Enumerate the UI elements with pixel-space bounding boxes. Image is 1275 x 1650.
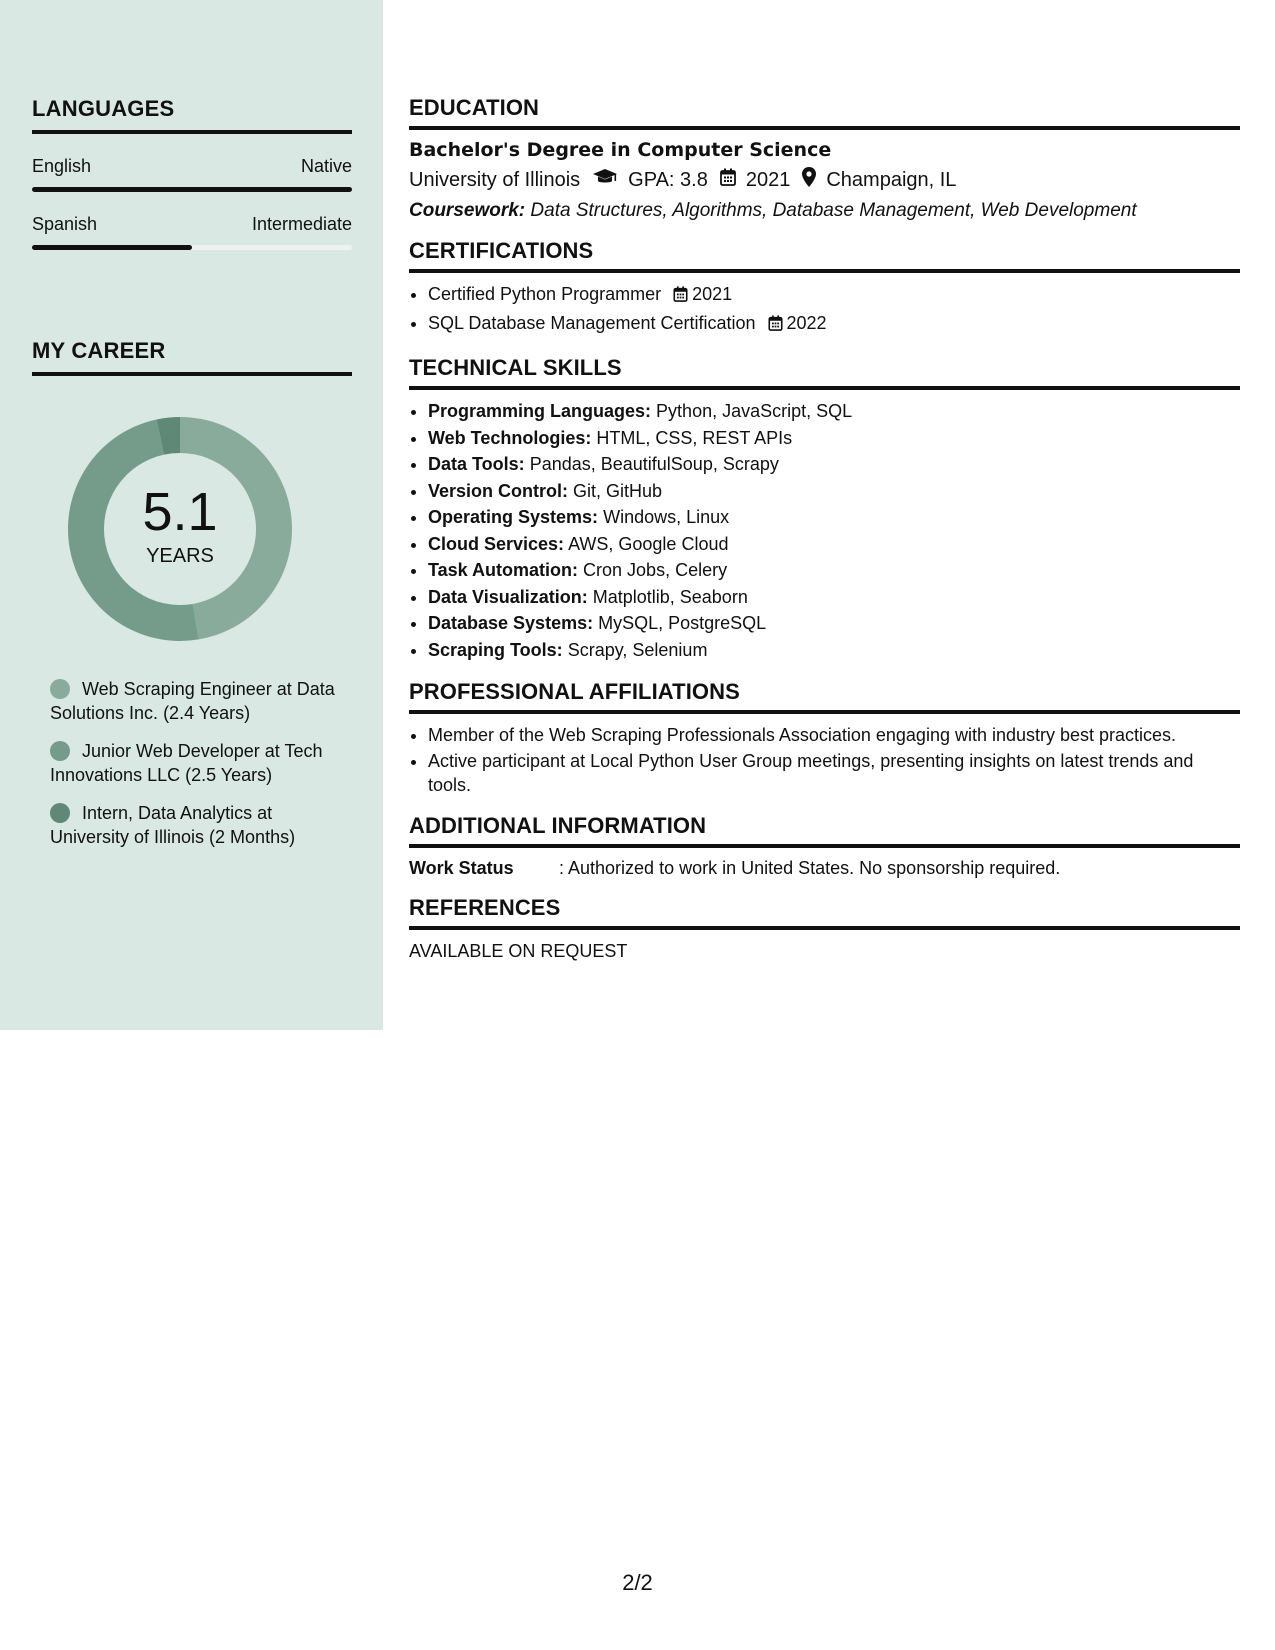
skill-label: Programming Languages: <box>428 401 652 421</box>
skill-item <box>428 557 1240 584</box>
work-status-row <box>409 858 1240 879</box>
career-legend-text: Web Scraping Engineer at Data Solutions Inc. (2.4 Years) <box>50 679 335 723</box>
skill-item <box>428 451 1240 478</box>
skill-value: Scrapy, Selenium <box>567 639 708 660</box>
graduation-year: 2021 <box>745 168 791 191</box>
skill-label: Cloud Services: <box>428 533 565 554</box>
graduation-cap-icon <box>592 168 618 192</box>
coursework-label: Coursework: <box>409 200 526 221</box>
language-name: Spanish <box>32 214 98 234</box>
career-legend <box>50 677 350 863</box>
skill-item <box>428 531 1240 558</box>
skills-list <box>409 398 1240 663</box>
skill-label: Database Systems: <box>428 613 594 633</box>
work-status-value: : Authorized to work in United States. No sponsorship required. <box>559 857 1061 878</box>
sidebar <box>0 0 383 1030</box>
coursework-list: Data Structures, Algorithms, Database Management, Web Development <box>530 200 1137 221</box>
university-name: University of Illinois <box>409 168 581 191</box>
language-proficiency-bar <box>32 245 352 250</box>
education-title: EDUCATION <box>409 95 1240 130</box>
calendar-icon <box>673 283 688 310</box>
certifications-title: CERTIFICATIONS <box>409 238 1240 273</box>
education-location: Champaign, IL <box>826 168 957 191</box>
affiliation-item: • Member of the Web Scraping Professionals Association engaging with industry best practices. <box>428 722 1240 749</box>
legend-dot-icon <box>50 679 70 699</box>
legend-dot-icon <box>50 741 70 761</box>
language-name: English <box>32 156 92 176</box>
skill-label: Data Tools: <box>428 454 525 474</box>
certification-item <box>428 310 1240 339</box>
languages-title: LANGUAGES <box>32 96 352 134</box>
languages-section <box>32 96 352 250</box>
skill-item <box>428 398 1240 425</box>
language-proficiency-fill <box>32 245 192 250</box>
affiliation-item: • Active participant at Local Python User Group meetings, presenting insights on latest trends and tools. <box>428 749 1240 797</box>
skill-label: Task Automation: <box>428 560 579 580</box>
location-pin-icon <box>802 167 816 193</box>
skill-item <box>428 584 1240 611</box>
references-title: REFERENCES <box>409 895 1240 930</box>
skill-item <box>428 425 1240 452</box>
skill-label: Web Technologies: <box>428 427 592 448</box>
calendar-icon <box>720 168 736 192</box>
certifications-list <box>409 281 1240 339</box>
skill-label: Data Visualization: <box>428 586 588 607</box>
certification-year: 2021 <box>692 284 733 304</box>
career-total-years: 5.1 <box>142 481 218 542</box>
language-proficiency-bar <box>32 187 352 192</box>
skill-value: Matplotlib, Seaborn <box>592 586 748 607</box>
additional-info-title: ADDITIONAL INFORMATION <box>409 813 1240 848</box>
skill-value: Python, JavaScript, SQL <box>656 401 853 421</box>
skill-value: Cron Jobs, Celery <box>583 560 728 580</box>
career-legend-item <box>50 677 350 725</box>
technical-skills-title: TECHNICAL SKILLS <box>409 355 1240 390</box>
certification-name: Certified Python Programmer <box>428 284 662 304</box>
language-item <box>32 214 352 250</box>
language-item <box>32 156 352 192</box>
education-details <box>409 167 1240 193</box>
skill-value: Pandas, BeautifulSoup, Scrapy <box>529 454 779 474</box>
career-legend-item <box>50 801 350 849</box>
skill-item <box>428 637 1240 664</box>
language-proficiency-fill <box>32 187 352 192</box>
skill-label: Version Control: <box>428 480 569 501</box>
career-legend-text: Junior Web Developer at Tech Innovations LLC (2.5 Years) <box>50 741 323 785</box>
page-number: 2/2 <box>622 1570 653 1595</box>
certification-name: SQL Database Management Certification <box>428 313 756 333</box>
certification-year: 2022 <box>786 313 827 333</box>
skill-value: MySQL, PostgreSQL <box>598 613 767 633</box>
skill-value: Windows, Linux <box>603 507 730 527</box>
career-legend-text: Intern, Data Analytics at University of Illinois (2 Months) <box>50 803 296 847</box>
skill-value: AWS, Google Cloud <box>568 533 729 554</box>
career-section <box>32 338 352 376</box>
references-text: AVAILABLE ON REQUEST <box>409 940 628 961</box>
language-level: Native <box>300 156 352 176</box>
coursework <box>409 200 1240 222</box>
main-content <box>409 95 1240 962</box>
skill-value: HTML, CSS, REST APIs <box>596 427 793 448</box>
career-donut-chart <box>66 415 294 643</box>
degree-name: Bachelor's Degree in Computer Science <box>409 139 832 161</box>
skill-label: Scraping Tools: <box>428 639 563 660</box>
skill-item <box>428 610 1240 637</box>
legend-dot-icon <box>50 803 70 823</box>
gpa-value: GPA: 3.8 <box>628 168 708 191</box>
affiliations-list <box>409 722 1240 797</box>
skill-label: Operating Systems: <box>428 507 599 527</box>
language-level: Intermediate <box>251 214 352 234</box>
skill-value: Git, GitHub <box>573 480 663 501</box>
work-status-label: Work Status <box>409 857 514 878</box>
career-legend-item <box>50 739 350 787</box>
career-title: MY CAREER <box>32 338 352 376</box>
certification-item <box>428 281 1240 310</box>
affiliations-title: PROFESSIONAL AFFILIATIONS <box>409 679 1240 714</box>
skill-item <box>428 504 1240 531</box>
skill-item <box>428 478 1240 505</box>
calendar-icon <box>768 312 783 339</box>
career-years-unit: YEARS <box>146 544 214 567</box>
